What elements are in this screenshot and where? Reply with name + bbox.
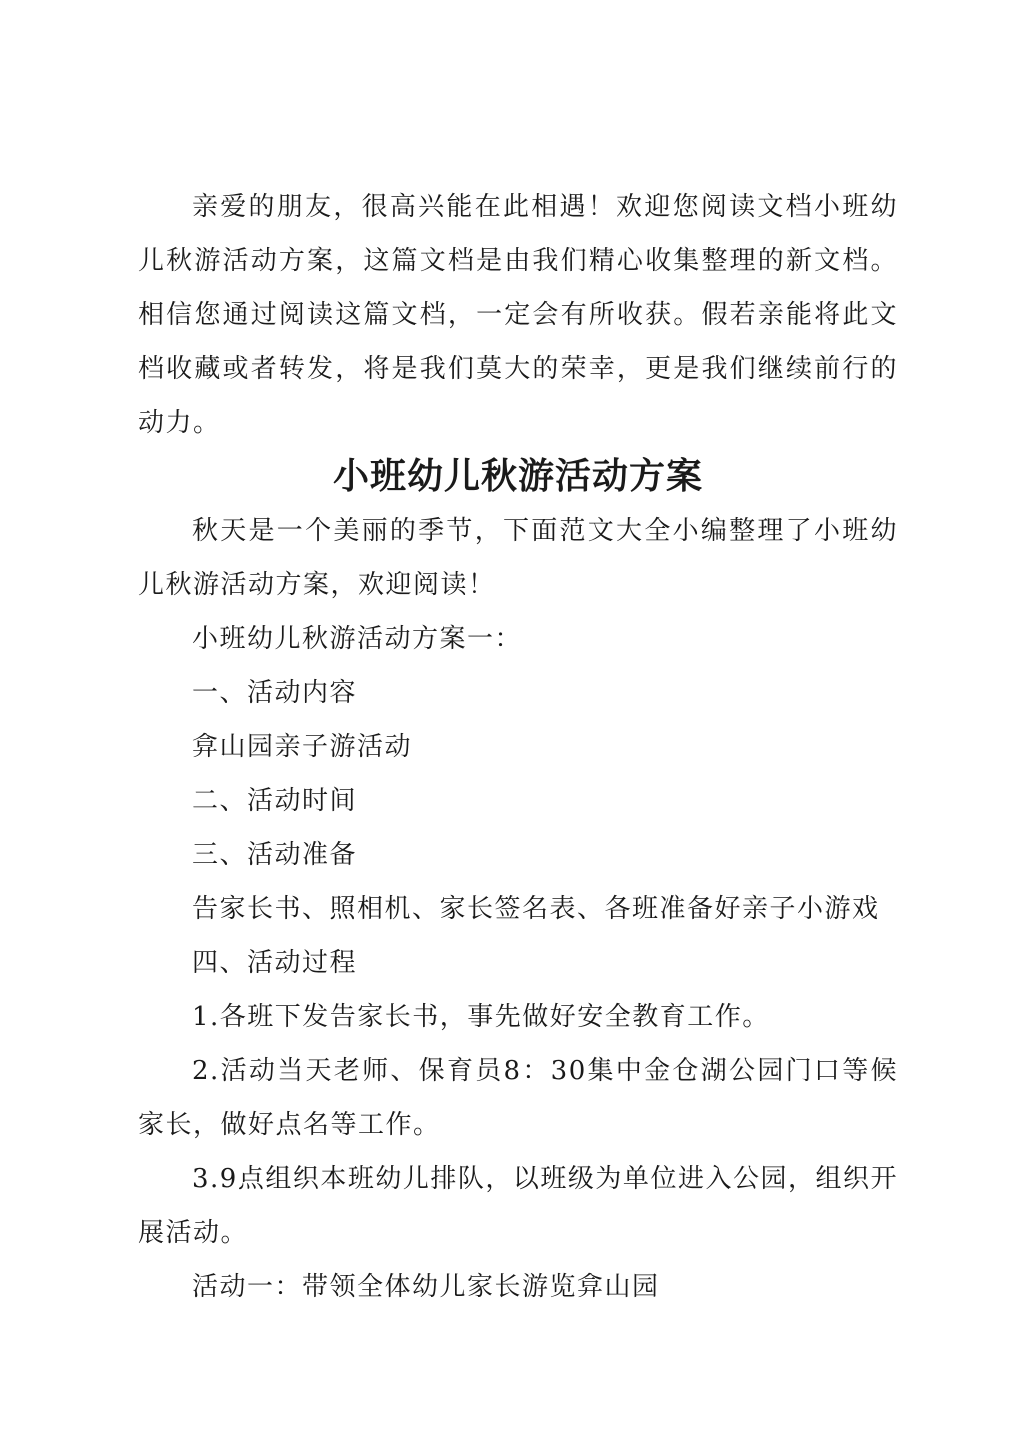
- activity-one-text: 活动一：带领全体幼儿家长游览弇山园: [192, 1272, 660, 1302]
- paragraph-intro-line: 秋天是一个美丽的季节，下面范文大全小编整理了小班幼儿秋游活动方案，欢迎阅读！: [138, 516, 898, 600]
- heading-activity-process: 四、活动过程: [192, 948, 358, 978]
- document-page: [138, 180, 898, 1314]
- intro-paragraph: 亲爱的朋友，很高兴能在此相遇！欢迎您阅读文档小班幼儿秋游活动方案，这篇文档是由我们精心收集整理的新文档。相信您通过阅读这篇文档，一定会有所收获。假若亲能将此文档收藏或者转发，将是我们莫大的荣幸，更是我们继续前行的动力。: [138, 192, 898, 438]
- activity-preparation-text: 告家长书、照相机、家长签名表、各班准备好亲子小游戏: [192, 894, 880, 924]
- process-step-3: 3.9点组织本班幼儿排队，以班级为单位进入公园，组织开展活动。: [138, 1164, 898, 1248]
- process-step-1: 1.各班下发告家长书，事先做好安全教育工作。: [192, 1002, 770, 1032]
- section-plan-heading: 小班幼儿秋游活动方案一：: [192, 624, 523, 654]
- heading-activity-content: 一、活动内容: [192, 678, 358, 708]
- document-title: 小班幼儿秋游活动方案: [332, 456, 703, 497]
- activity-content-text: 弇山园亲子游活动: [192, 732, 413, 762]
- process-step-2: 2.活动当天老师、保育员8：30集中金仓湖公园门口等候家长，做好点名等工作。: [138, 1056, 898, 1140]
- heading-activity-preparation: 三、活动准备: [192, 840, 358, 870]
- heading-activity-time: 二、活动时间: [192, 786, 358, 816]
